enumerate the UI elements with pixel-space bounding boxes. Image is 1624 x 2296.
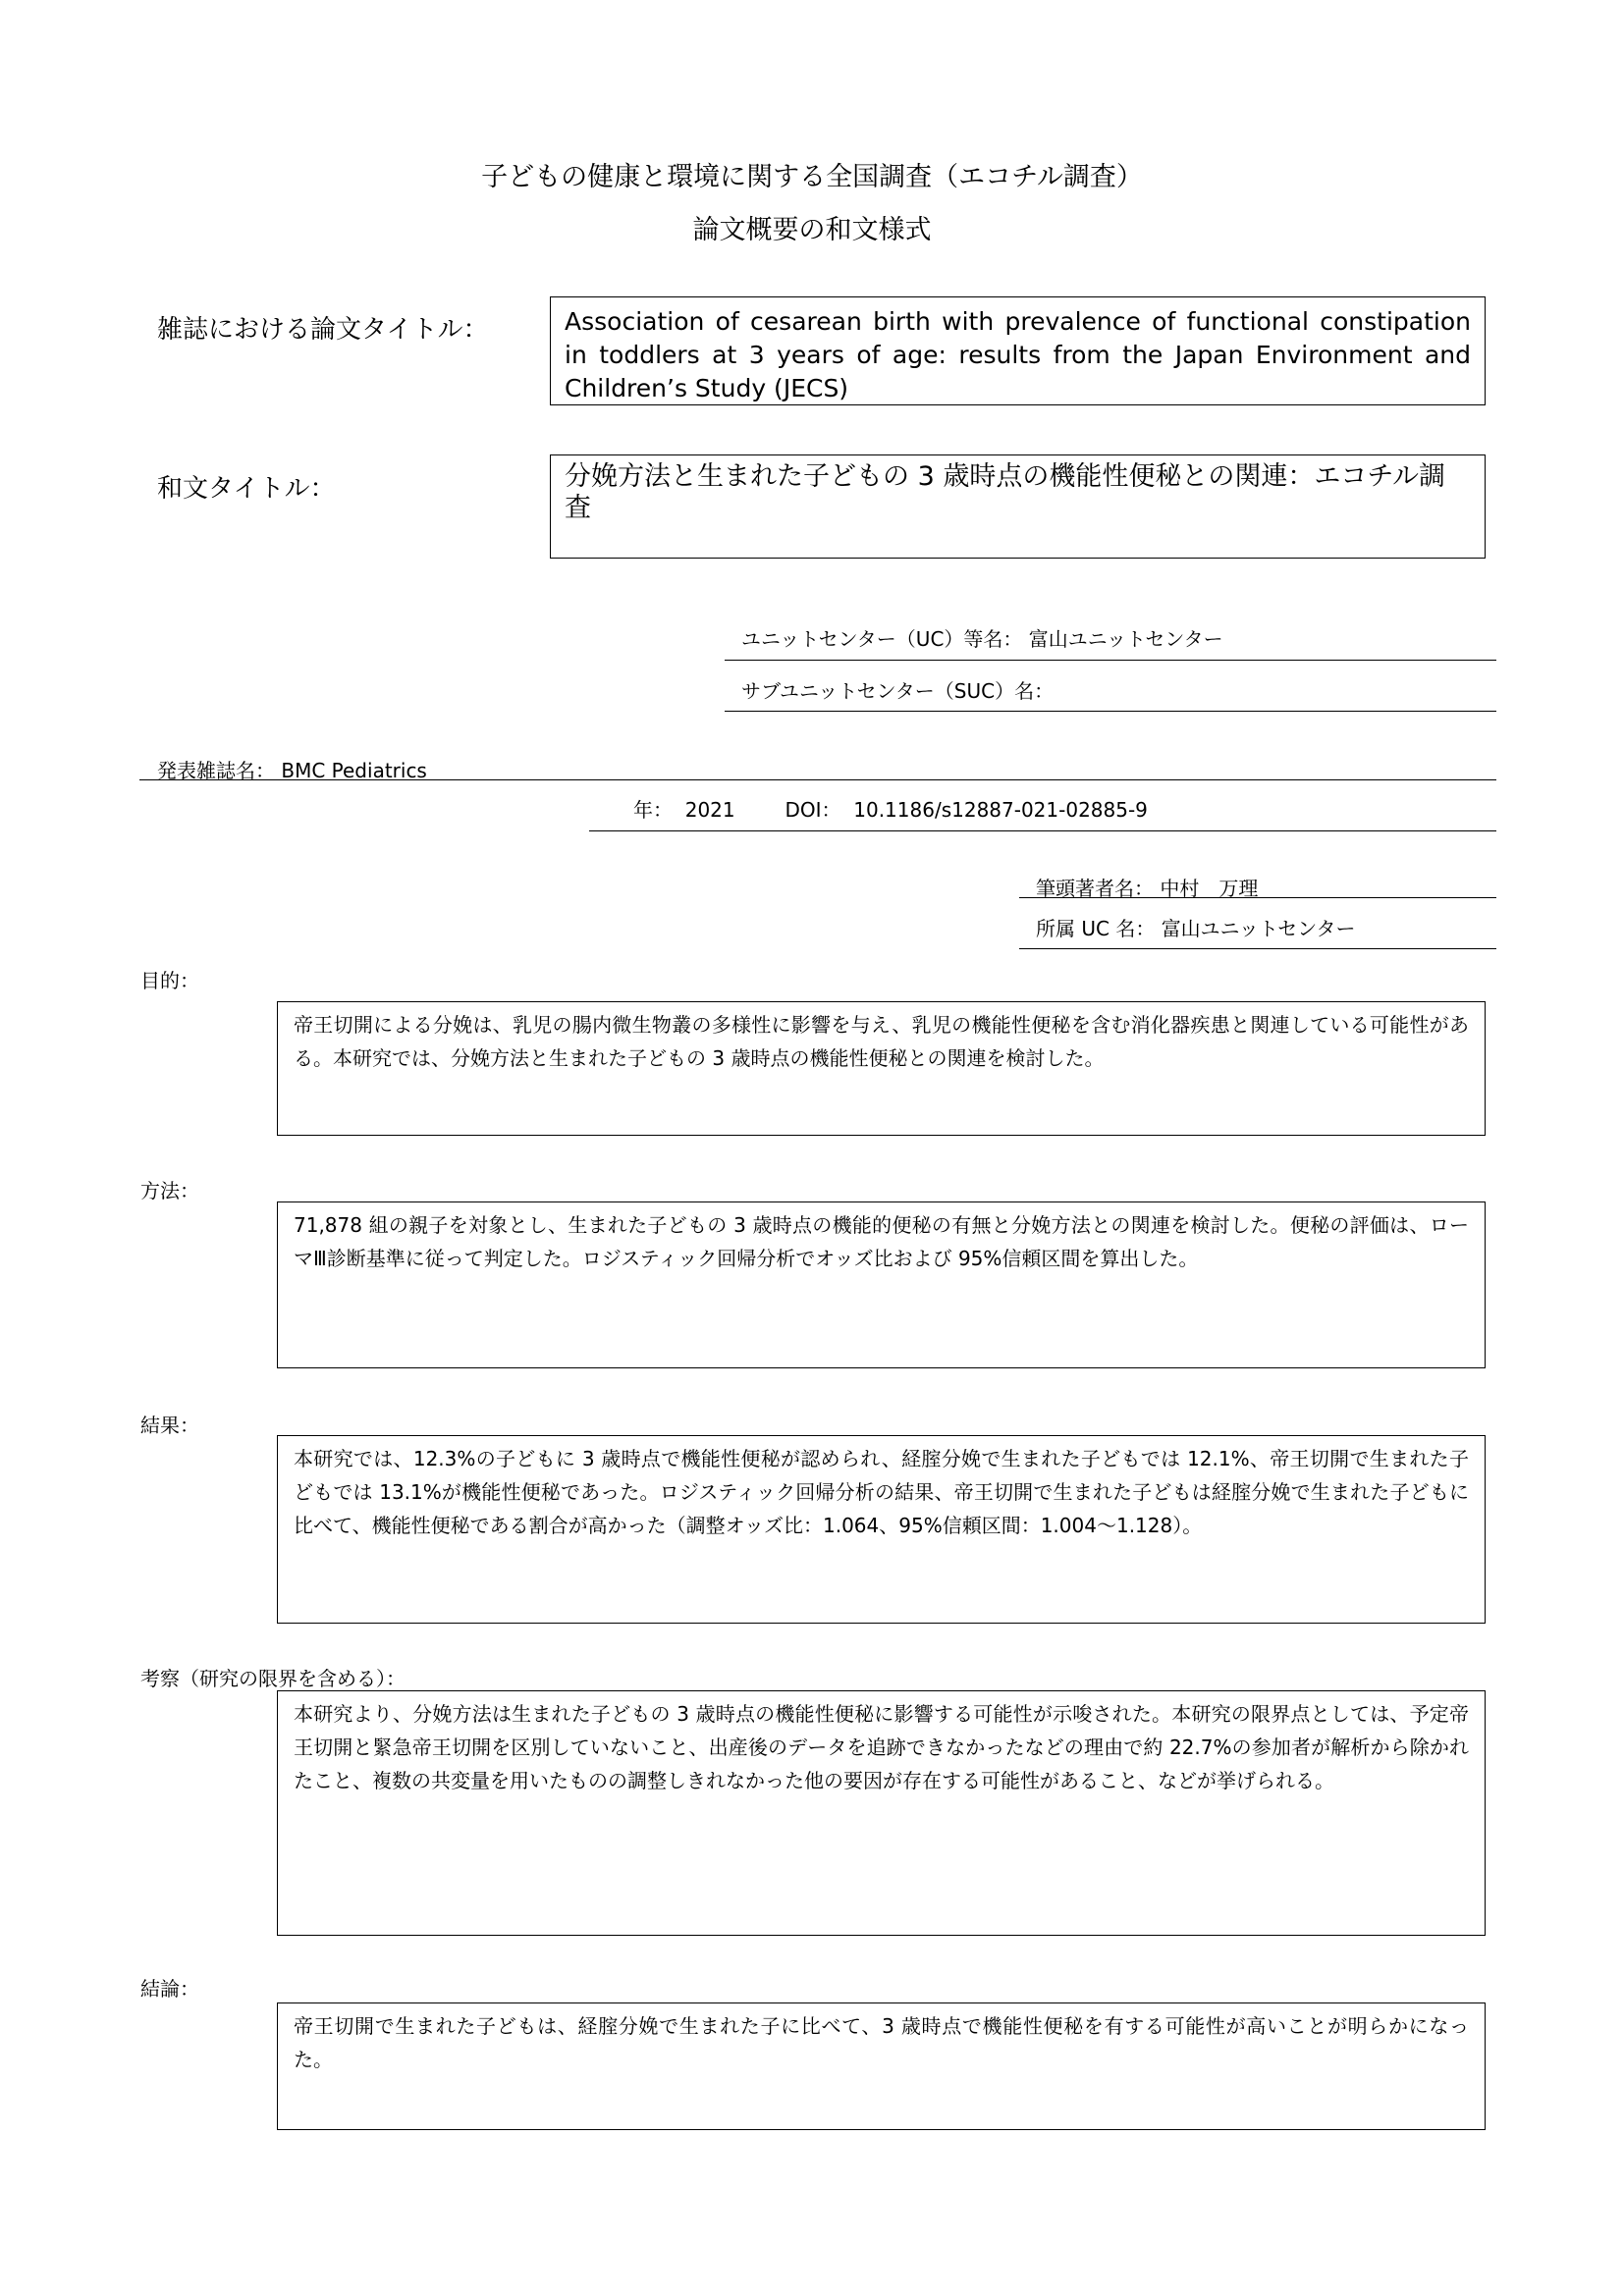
affil-line bbox=[1036, 913, 1356, 941]
affil-label: 所属 UC 名： bbox=[1036, 917, 1156, 940]
affil-value: 富山ユニットセンター bbox=[1161, 917, 1356, 940]
result-text: 本研究では、12.3%の子どもに 3 歳時点で機能性便秘が認められ、経腟分娩で生まれた子どもでは 12.1%、帝王切開で生まれた子どもでは 13.1%が機能性便秘であった。ロジスティック回帰分析の結果、帝王切開で生まれた子どもは経腟分娩で生まれた子どもに比べて、機能性便秘である割合が高かった（調整オッズ比：1.064、95%信頼区間：1.004～1.128）。 bbox=[294, 1447, 1469, 1537]
year-doi-line bbox=[633, 794, 1148, 823]
journal-rule bbox=[139, 779, 1496, 780]
result-box bbox=[277, 1435, 1486, 1624]
form-title: 子どもの健康と環境に関する全国調査（エコチル調査） bbox=[481, 162, 1143, 192]
uc-rule bbox=[725, 660, 1496, 661]
conclusion-text: 帝王切開で生まれた子どもは、経腟分娩で生まれた子に比べて、3 歳時点で機能性便秘を有する可能性が高いことが明らかになった。 bbox=[294, 2014, 1469, 2071]
author-rule bbox=[1019, 897, 1496, 898]
doi-label: DOI： bbox=[785, 798, 841, 822]
journal-title-value: Association of cesarean birth with prevalence of functional constipation in toddlers at 3 years of age: results from the Japan Environment and Children’s Study (JECS) bbox=[565, 307, 1471, 402]
discussion-text: 本研究より、分娩方法は生まれた子どもの 3 歳時点の機能性便秘に影響する可能性が示唆された。本研究の限界点としては、予定帝王切開と緊急帝王切開を区別していないこと、出産後のデータを追跡できなかったなどの理由で約 22.7%の参加者が解析から除かれたこと、複数の共変量を用いたものの調整しきれなかった他の要因が存在する可能性があること、などが挙げられる。 bbox=[294, 1702, 1469, 1792]
discussion-box bbox=[277, 1690, 1486, 1936]
journal-title-box bbox=[550, 296, 1486, 405]
journal-name-label: 発表雑誌名： bbox=[157, 759, 275, 782]
author-label: 筆頭著者名： bbox=[1036, 877, 1154, 900]
year-label: 年： bbox=[633, 798, 673, 822]
japanese-title-box bbox=[550, 454, 1486, 559]
method-text: 71,878 組の親子を対象とし、生まれた子どもの 3 歳時点の機能的便秘の有無と分娩方法との関連を検討した。便秘の評価は、ローマⅢ診断基準に従って判定した。ロジスティック回帰分析でオッズ比および 95%信頼区間を算出した。 bbox=[294, 1213, 1469, 1270]
affil-rule bbox=[1019, 948, 1496, 949]
japanese-title-value: 分娩方法と生まれた子どもの 3 歳時点の機能性便秘との関連：エコチル調査 bbox=[565, 461, 1445, 523]
suc-rule bbox=[725, 711, 1496, 712]
unit-center-line bbox=[741, 623, 1223, 652]
form-subtitle: 論文概要の和文様式 bbox=[692, 215, 932, 245]
result-label: 結果： bbox=[140, 1414, 199, 1437]
year-doi-rule bbox=[589, 830, 1496, 831]
purpose-box bbox=[277, 1001, 1486, 1136]
journal-title-label: 雑誌における論文タイトル： bbox=[157, 315, 489, 345]
doi-value: 10.1186/s12887-021-02885-9 bbox=[853, 798, 1148, 822]
method-box bbox=[277, 1201, 1486, 1368]
purpose-label: 目的： bbox=[140, 969, 199, 992]
conclusion-label: 結論： bbox=[140, 1977, 199, 2001]
method-label: 方法： bbox=[140, 1179, 199, 1202]
journal-name-value: BMC Pediatrics bbox=[281, 759, 427, 782]
author-value: 中村 万理 bbox=[1160, 877, 1259, 900]
uc-label: ユニットセンター（UC）等名： bbox=[741, 627, 1023, 651]
uc-value: 富山ユニットセンター bbox=[1028, 627, 1223, 651]
japanese-title-label: 和文タイトル： bbox=[157, 474, 336, 504]
conclusion-box bbox=[277, 2002, 1486, 2130]
purpose-text: 帝王切開による分娩は、乳児の腸内微生物叢の多様性に影響を与え、乳児の機能性便秘を含む消化器疾患と関連している可能性がある。本研究では、分娩方法と生まれた子どもの 3 歳時点の機能性便秘との関連を検討した。 bbox=[294, 1013, 1469, 1070]
discussion-label: 考察（研究の限界を含める）： bbox=[140, 1667, 406, 1690]
year-value: 2021 bbox=[684, 798, 735, 822]
suc-label: サブユニットセンター（SUC）名： bbox=[741, 679, 1055, 703]
